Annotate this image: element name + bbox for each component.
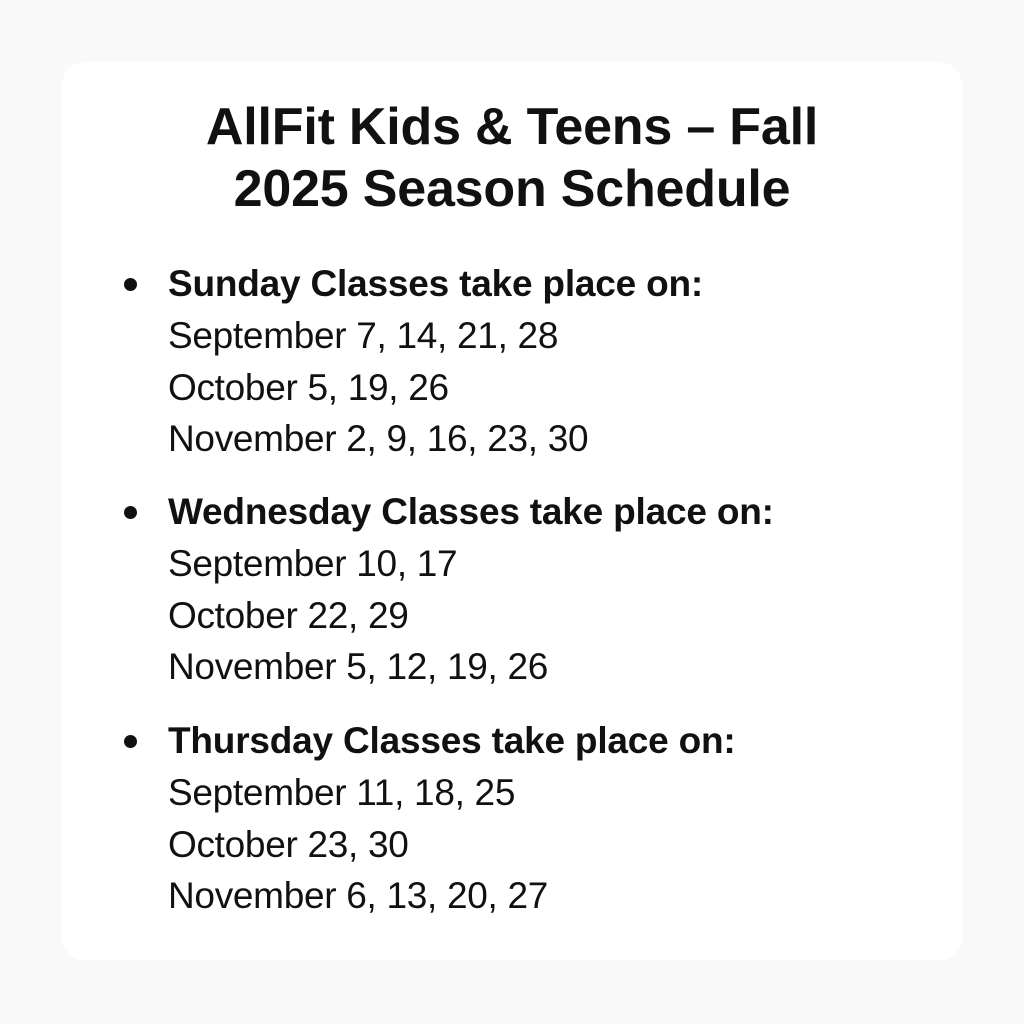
thursday-heading: Thursday Classes take place on: (168, 720, 736, 761)
sunday-november-dates: November 2, 9, 16, 23, 30 (168, 418, 589, 459)
title-line-2: 2025 Season Schedule (233, 160, 791, 218)
wednesday-heading: Wednesday Classes take place on: (168, 491, 774, 532)
bullet-icon (124, 735, 137, 748)
thursday-october-dates: October 23, 30 (168, 823, 409, 865)
sunday-dates-list (168, 310, 588, 465)
bullet-icon (124, 506, 137, 519)
wednesday-november-dates: November 5, 12, 19, 26 (168, 646, 549, 687)
page-title (0, 96, 1024, 220)
thursday-dates-list (168, 767, 548, 922)
sunday-heading: Sunday Classes take place on: (168, 263, 704, 304)
thursday-november-dates: November 6, 13, 20, 27 (168, 875, 549, 916)
thursday-september-dates: September 11, 18, 25 (168, 772, 516, 813)
wednesday-october-dates: October 22, 29 (168, 594, 409, 636)
title-line-1: AllFit Kids & Teens – Fall (205, 98, 819, 156)
wednesday-september-dates: September 10, 17 (168, 543, 458, 584)
sunday-october-dates: October 5, 19, 26 (168, 366, 449, 408)
wednesday-dates-list (168, 538, 548, 693)
bullet-icon (124, 278, 137, 291)
sunday-september-dates: September 7, 14, 21, 28 (168, 315, 559, 356)
